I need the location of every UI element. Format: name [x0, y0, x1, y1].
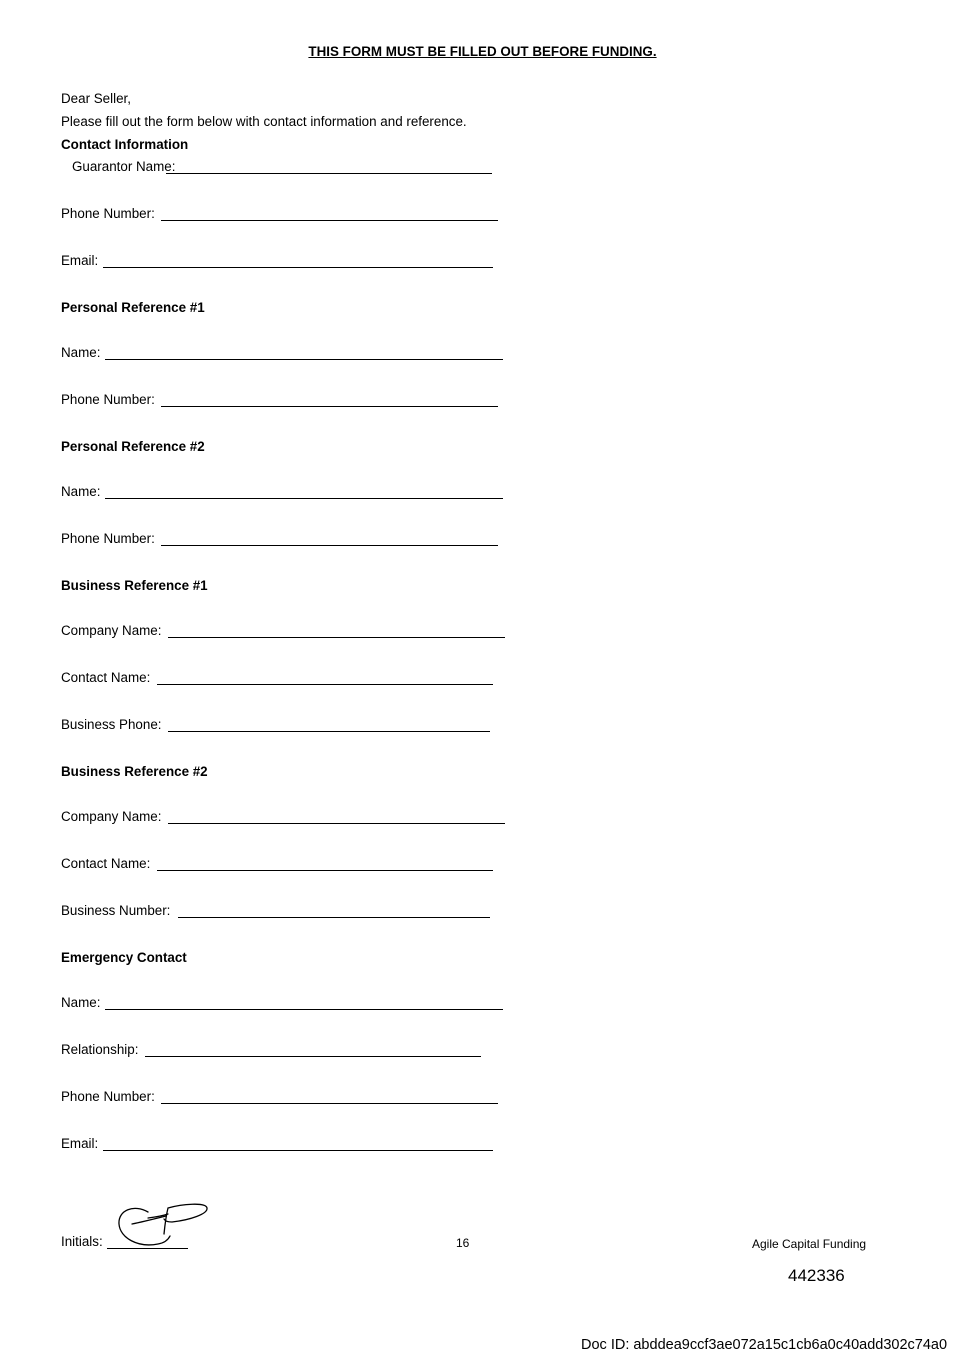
- guarantor-name-label: Guarantor Name:: [72, 159, 176, 174]
- section-heading-contact-information: Contact Information: [61, 137, 189, 152]
- personal-ref-1-phone-field[interactable]: [161, 406, 498, 407]
- business-ref-2-company-label: Company Name:: [61, 809, 162, 824]
- greeting: Dear Seller,: [61, 91, 131, 106]
- reference-number: 442336: [788, 1266, 845, 1285]
- emergency-email-field[interactable]: [103, 1150, 493, 1151]
- company-name: Agile Capital Funding: [752, 1237, 867, 1251]
- business-ref-1-company-label: Company Name:: [61, 623, 162, 638]
- personal-ref-2-name-field[interactable]: [105, 498, 503, 499]
- personal-ref-1-name-label: Name:: [61, 345, 101, 360]
- personal-ref-2-phone-label: Phone Number:: [61, 531, 155, 546]
- personal-ref-2-name-label: Name:: [61, 484, 101, 499]
- emergency-relationship-field[interactable]: [145, 1056, 481, 1057]
- guarantor-name-field[interactable]: [166, 173, 492, 174]
- business-ref-1-phone-field[interactable]: [168, 731, 490, 732]
- form-header: THIS FORM MUST BE FILLED OUT BEFORE FUNDING.: [308, 44, 657, 59]
- contact-phone-field[interactable]: [161, 220, 498, 221]
- contact-email-field[interactable]: [103, 267, 493, 268]
- section-heading-business-reference-2: Business Reference #2: [61, 764, 208, 779]
- business-ref-1-company-field[interactable]: [168, 637, 505, 638]
- emergency-name-label: Name:: [61, 995, 101, 1010]
- business-ref-2-contact-label: Contact Name:: [61, 856, 151, 871]
- initials-label: Initials:: [61, 1234, 103, 1249]
- business-ref-1-contact-field[interactable]: [157, 684, 493, 685]
- section-heading-emergency-contact: Emergency Contact: [61, 950, 187, 965]
- intro-text: Please fill out the form below with contact information and reference.: [61, 114, 467, 129]
- business-ref-2-number-label: Business Number:: [61, 903, 171, 918]
- personal-ref-2-phone-field[interactable]: [161, 545, 498, 546]
- doc-id: Doc ID: abddea9ccf3ae072a15c1cb6a0c40add302c74a0: [581, 1337, 948, 1353]
- page-number: 16: [456, 1236, 470, 1250]
- contact-phone-label: Phone Number:: [61, 206, 155, 221]
- business-ref-2-company-field[interactable]: [168, 823, 505, 824]
- emergency-phone-label: Phone Number:: [61, 1089, 155, 1104]
- personal-ref-1-name-field[interactable]: [105, 359, 503, 360]
- business-ref-2-number-field[interactable]: [178, 917, 490, 918]
- emergency-relationship-label: Relationship:: [61, 1042, 139, 1057]
- section-heading-personal-reference-1: Personal Reference #1: [61, 300, 205, 315]
- business-ref-1-contact-label: Contact Name:: [61, 670, 151, 685]
- contact-email-label: Email:: [61, 253, 99, 268]
- business-ref-2-contact-field[interactable]: [157, 870, 493, 871]
- emergency-phone-field[interactable]: [161, 1103, 498, 1104]
- personal-ref-1-phone-label: Phone Number:: [61, 392, 155, 407]
- business-ref-1-phone-label: Business Phone:: [61, 717, 162, 732]
- section-heading-personal-reference-2: Personal Reference #2: [61, 439, 205, 454]
- emergency-email-label: Email:: [61, 1136, 99, 1151]
- section-heading-business-reference-1: Business Reference #1: [61, 578, 208, 593]
- initials-signature: [110, 1198, 220, 1254]
- emergency-name-field[interactable]: [105, 1009, 503, 1010]
